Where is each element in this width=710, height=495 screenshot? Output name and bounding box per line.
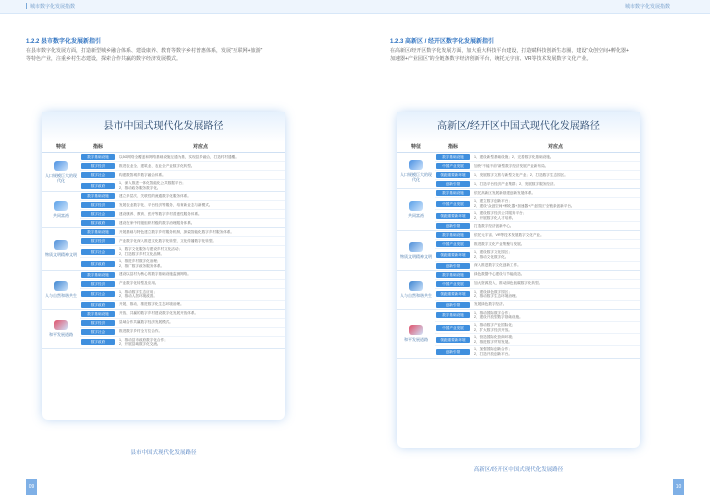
path-text: 1、推动县市政府数字化合作； 2、开展县域数字化交流。 bbox=[119, 337, 168, 347]
indicator-tag: 领跑重要新环境 bbox=[436, 291, 470, 297]
path-text: 建立多层次、关联性的流通数字化服务体系。 bbox=[119, 193, 191, 198]
path-text: 发展绿色数字经济。 bbox=[474, 302, 507, 307]
col-path-header: 对应点 bbox=[547, 144, 563, 150]
feature-illustration-icon bbox=[54, 320, 68, 330]
feature-illustration-icon bbox=[409, 160, 423, 170]
feature-illustration-icon bbox=[54, 281, 68, 291]
indicator-tag: 中国产业发展 bbox=[436, 281, 470, 287]
feature-illustration-icon bbox=[54, 161, 68, 171]
table-body-right bbox=[397, 153, 640, 359]
feature-illustration-icon bbox=[54, 201, 68, 211]
table-row bbox=[435, 210, 640, 222]
table-header-left bbox=[42, 142, 285, 153]
table-row bbox=[80, 162, 285, 171]
path-text: 推进数字文化产业集聚与发展。 bbox=[474, 242, 525, 247]
path-text: 1、营造国际化营商环境； 2、推进数字贸易发展。 bbox=[474, 335, 516, 344]
page-right bbox=[355, 14, 710, 490]
path-text: 1、加强国际创新合作； 2、打造开放创新平台。 bbox=[474, 347, 512, 356]
card-title-left: 县市中国式现代化发展路径 bbox=[42, 112, 285, 142]
path-text: 1、建设数字文化园区； 2、推动文化数字化。 bbox=[474, 250, 512, 259]
indicator-tag: 创新引领 bbox=[436, 302, 470, 308]
indicator-tag: 数字政府 bbox=[81, 183, 115, 189]
table-row bbox=[80, 219, 285, 227]
section-title-right: 1.2.3 高新区 / 经开区数字化发展新指引 bbox=[390, 39, 495, 45]
indicator-tag: 数字经济 bbox=[81, 238, 115, 244]
feature-label: 物质文明精神文明 bbox=[400, 253, 432, 259]
table-row bbox=[435, 322, 640, 334]
page-left bbox=[0, 14, 355, 490]
feature-group bbox=[397, 189, 640, 231]
indicator-tag: 数字基础设施 bbox=[81, 229, 115, 235]
indicator-tag: 数字基础设施 bbox=[436, 190, 470, 196]
indicator-tag: 中国产业发展 bbox=[436, 163, 470, 169]
path-text: 发展农业数字化、平台经济等服务，培育新业态与新模式。 bbox=[119, 202, 213, 207]
table-row bbox=[435, 240, 640, 249]
path-text: 深入推进数字文化创新工作。 bbox=[474, 263, 521, 268]
feature-label: 人与自然和谐共生 bbox=[400, 293, 432, 299]
feature-cell bbox=[42, 310, 80, 348]
table-row bbox=[80, 153, 285, 162]
indicator-tag: 数字经济 bbox=[81, 163, 115, 169]
feature-cell bbox=[42, 228, 80, 269]
table-row bbox=[435, 180, 640, 188]
table-row bbox=[435, 171, 640, 180]
indicator-tag: 创新引领 bbox=[436, 181, 470, 187]
running-header-right-text: 城市数字化发展指数 bbox=[624, 4, 670, 10]
feature-illustration-icon bbox=[409, 325, 423, 335]
feature-group bbox=[42, 153, 285, 192]
table-row bbox=[435, 280, 640, 289]
indicator-tag: 数字基础设施 bbox=[436, 312, 470, 318]
table-row bbox=[435, 198, 640, 210]
path-text: 产业数字化深入推进文化数字化转型，文化传播数字化转型。 bbox=[119, 238, 217, 243]
feature-illustration-icon bbox=[54, 240, 68, 250]
section-body-right bbox=[390, 47, 695, 63]
table-row bbox=[80, 237, 285, 246]
table-row bbox=[435, 262, 640, 270]
feature-cell bbox=[397, 310, 435, 358]
path-text: 推进数字乡村全方位合作。 bbox=[119, 329, 163, 334]
path-text: 建设以县村为核心的数字基础设施监测网络。 bbox=[119, 272, 191, 277]
indicator-tag: 领跑重要新环境 bbox=[436, 252, 470, 258]
table-row bbox=[435, 289, 640, 301]
table-row bbox=[435, 189, 640, 198]
indicator-rows bbox=[435, 310, 640, 358]
path-text: 加快“不能不前”新型数字经济发展产业新布局。 bbox=[474, 163, 549, 168]
feature-cell bbox=[397, 231, 435, 269]
table-row bbox=[435, 271, 640, 280]
feature-cell bbox=[42, 153, 80, 191]
feature-illustration-icon bbox=[409, 281, 423, 291]
path-text: 1、建立数字创新平台； 2、建设“众创空间+孵化器+加速器+产业园区”全链条创新平台。 bbox=[474, 199, 575, 208]
table-row bbox=[80, 319, 285, 328]
table-row bbox=[80, 301, 285, 309]
table-header-right bbox=[397, 142, 640, 153]
indicator-rows bbox=[80, 310, 285, 348]
feature-label: 和平发展道路 bbox=[49, 332, 73, 338]
table-row bbox=[80, 271, 285, 280]
indicator-tag: 领跑重要新环境 bbox=[436, 172, 470, 178]
feature-group bbox=[42, 310, 285, 349]
indicator-tag: 数字基础设施 bbox=[81, 311, 115, 317]
indicator-rows bbox=[435, 153, 640, 188]
table-row bbox=[435, 153, 640, 162]
card-caption-left: 县市中国式现代化发展路径 bbox=[130, 450, 197, 456]
feature-cell bbox=[397, 271, 435, 309]
feature-group bbox=[42, 192, 285, 228]
path-text: 1、数字文化服务与建设乡村文化活动； 2、打造数字乡村文化品牌。 bbox=[119, 247, 183, 256]
path-text: 产业数字化转型及应用。 bbox=[119, 281, 159, 286]
table-row bbox=[435, 334, 640, 346]
col-feature-header: 特征 bbox=[410, 144, 421, 150]
indicator-tag: 创新引领 bbox=[436, 223, 470, 229]
path-text: 以5G网络全覆盖和网络基础设施互通为基，实现县乡融合，打造村村通覆。 bbox=[119, 154, 239, 159]
section-body-left bbox=[26, 47, 336, 63]
table-body-left bbox=[42, 153, 285, 349]
indicator-tag: 数字社会 bbox=[81, 329, 115, 335]
running-header-left bbox=[0, 0, 355, 14]
table-row bbox=[80, 192, 285, 201]
table-row bbox=[80, 171, 285, 180]
indicator-tag: 数字政府 bbox=[81, 339, 115, 345]
indicator-tag: 数字社会 bbox=[81, 172, 115, 178]
indicator-tag: 数字经济 bbox=[81, 320, 115, 326]
feature-group bbox=[42, 271, 285, 310]
path-text: 推进农业全、建筑业、农业全产业数字化转型。 bbox=[119, 163, 195, 168]
col-indicator-header: 指标 bbox=[92, 144, 103, 150]
indicator-tag: 领跑重要新环境 bbox=[436, 337, 470, 343]
table-row bbox=[435, 162, 640, 171]
feature-group bbox=[397, 153, 640, 189]
indicator-tag: 数字经济 bbox=[81, 281, 115, 287]
section-body-right-line-2: 加速器+产业园区”的全链条数字经济创新平台，统托元宇宙、VR等技术发展数字文化产业。 bbox=[390, 56, 592, 62]
table-row bbox=[80, 258, 285, 269]
running-header-right bbox=[355, 0, 710, 14]
section-body-left-line-1: 在县市数字化发展方面，打造新型城乡融合体系、建设康养、教育等数字乡村普惠体系，发展“互联网+旅游” bbox=[26, 48, 263, 54]
indicator-tag: 数字基础设施 bbox=[81, 154, 115, 160]
path-text: 1、建设绿色数字园区； 2、推动数字生态环境治理。 bbox=[474, 289, 520, 299]
path-text: 1、建设新型基础设施；2、完善数字化基础设施。 bbox=[474, 154, 554, 159]
table-row bbox=[80, 228, 285, 237]
table-row bbox=[80, 201, 285, 210]
indicator-tag: 创新引领 bbox=[436, 349, 470, 355]
table-row bbox=[435, 231, 640, 240]
section-title-left: 1.2.2 县市数字化发展新指引 bbox=[26, 39, 102, 45]
indicator-rows bbox=[80, 192, 285, 227]
path-text: 1、发展数字文旅与新型文化产业；2、打造数字生态园区。 bbox=[474, 172, 568, 177]
col-feature-header: 特征 bbox=[55, 144, 66, 150]
page-number-right: 10 bbox=[673, 479, 684, 495]
card-caption-right: 高新区/经开区中国式现代化发展路径 bbox=[473, 467, 564, 473]
col-path-header: 对应点 bbox=[192, 144, 208, 150]
section-body-left-line-2: 等特色产业，注重乡村生态建设，探索合作共赢的数字经济发展模式。 bbox=[26, 56, 182, 62]
indicator-tag: 数字政府 bbox=[81, 261, 115, 267]
path-text: 加大资源投入，推动绿色低碳数字化转型。 bbox=[474, 281, 543, 286]
indicator-tag: 中国产业发展 bbox=[436, 241, 470, 247]
indicator-tag: 数字政府 bbox=[81, 220, 115, 226]
indicator-rows bbox=[435, 189, 640, 230]
path-text: 1、推进乡村数字化治理； 2、推广数字政务服务体系。 bbox=[119, 259, 165, 268]
path-text: 开展基础与特色建立数字乡村服务机制，探索智能化数字乡村服务体系。 bbox=[119, 229, 234, 234]
path-text: 1、推动数字生态应用； 2、推动人居环境改善。 bbox=[119, 289, 157, 299]
section-body-right-line-1: 在高新区/经开区数字化发展方面，加大重大科技平台建设，打造赋科技创新生态圈，建设“众创空间+孵化器+ bbox=[390, 48, 629, 54]
indicator-tag: 数字基础设施 bbox=[81, 193, 115, 199]
indicator-tag: 数字基础设施 bbox=[436, 154, 470, 160]
indicator-rows bbox=[435, 271, 640, 309]
path-text: 县域合作共赢数字经济发展模式。 bbox=[119, 320, 173, 325]
indicator-tag: 数字经济 bbox=[81, 202, 115, 208]
indicator-tag: 创新引领 bbox=[436, 263, 470, 269]
indicator-tag: 数字社会 bbox=[81, 249, 115, 255]
indicator-tag: 数字社会 bbox=[81, 211, 115, 217]
feature-group bbox=[42, 228, 285, 270]
path-text: 1、推动国际数字合作； 2、建设开放型数字基础设施。 bbox=[474, 310, 523, 320]
indicator-tag: 领跑重要新环境 bbox=[436, 213, 470, 219]
indicator-tag: 数字基础设施 bbox=[436, 232, 470, 238]
page-number-left: 09 bbox=[26, 479, 37, 495]
indicator-rows bbox=[80, 153, 285, 191]
feature-illustration-icon bbox=[409, 201, 423, 211]
feature-label: 人口规模巨大的现代化 bbox=[400, 171, 432, 182]
table-row bbox=[80, 289, 285, 301]
feature-label: 共同富裕 bbox=[408, 213, 424, 219]
path-text: 依托元宇宙、VR等技术发展数字文化产业。 bbox=[474, 233, 544, 238]
indicator-tag: 数字基础设施 bbox=[436, 272, 470, 278]
feature-cell bbox=[42, 271, 80, 309]
table-row bbox=[80, 210, 285, 219]
indicator-tag: 数字社会 bbox=[81, 291, 115, 297]
path-text: 1、打造平台经济产业集群；2、发展数字服务经济。 bbox=[474, 181, 558, 186]
path-text: 1、建设数字经济公共服务平台； 2、开展数字化人才培养。 bbox=[474, 211, 527, 220]
path-table-card-right bbox=[397, 112, 640, 448]
indicator-tag: 数字政府 bbox=[81, 302, 115, 308]
table-row bbox=[80, 180, 285, 191]
table-row bbox=[80, 246, 285, 258]
feature-cell bbox=[42, 192, 80, 227]
path-text: 绿色数据中心建设与节能改造。 bbox=[474, 272, 525, 277]
feature-cell bbox=[397, 189, 435, 230]
path-table-card-left bbox=[42, 112, 285, 420]
path-text: 开展、推动、推进数字化生态环境治理。 bbox=[119, 302, 184, 307]
card-title-right: 高新区/经开区中国式现代化发展路径 bbox=[397, 112, 640, 142]
indicator-tag: 数字基础设施 bbox=[81, 272, 115, 278]
table-row bbox=[435, 222, 640, 230]
feature-label: 物质文明精神文明 bbox=[45, 252, 77, 258]
indicator-rows bbox=[80, 271, 285, 309]
feature-label: 人口规模巨大的现代化 bbox=[45, 173, 77, 184]
table-row bbox=[435, 301, 640, 309]
feature-illustration-icon bbox=[409, 242, 423, 252]
table-row bbox=[80, 337, 285, 348]
feature-group bbox=[397, 231, 640, 270]
indicator-tag: 中国产业发展 bbox=[436, 201, 470, 207]
feature-label: 共同富裕 bbox=[53, 213, 69, 219]
path-text: 建设康养、教育、医疗等数字乡村普惠性服务体系。 bbox=[119, 211, 202, 216]
indicator-rows bbox=[435, 231, 640, 269]
feature-label: 人与自然和谐共生 bbox=[45, 293, 77, 299]
col-indicator-header: 指标 bbox=[447, 144, 458, 150]
table-row bbox=[80, 280, 285, 289]
path-text: 开放、共赢的数字乡村建设数字化发展开放体系。 bbox=[119, 311, 199, 316]
table-row bbox=[435, 249, 640, 261]
feature-group bbox=[397, 271, 640, 310]
path-text: 打造数字经济创新中心。 bbox=[474, 224, 514, 229]
table-row bbox=[435, 346, 640, 357]
path-text: 1、推动数字产业国际化； 2、扩大数字经济开放。 bbox=[474, 322, 516, 332]
running-header-left-text: 城市数字化发展指数 bbox=[30, 4, 76, 10]
table-row bbox=[80, 310, 285, 319]
path-text: 1、深入推进一体化智能化公共数据平台； 2、推动政务服务数字化。 bbox=[119, 181, 186, 190]
path-text: 构建数智城乡数字融合体系。 bbox=[119, 172, 166, 177]
indicator-rows bbox=[80, 228, 285, 269]
path-text: 依托高新区发展新基建创新发展体系。 bbox=[474, 190, 536, 195]
path-text: 建设在家中村级组织村级的数字治理服务体系。 bbox=[119, 220, 195, 225]
table-row bbox=[80, 328, 285, 337]
feature-group bbox=[397, 310, 640, 359]
feature-label: 和平发展道路 bbox=[404, 337, 428, 343]
feature-cell bbox=[397, 153, 435, 188]
table-row bbox=[435, 310, 640, 322]
indicator-tag: 中国产业发展 bbox=[436, 325, 470, 331]
